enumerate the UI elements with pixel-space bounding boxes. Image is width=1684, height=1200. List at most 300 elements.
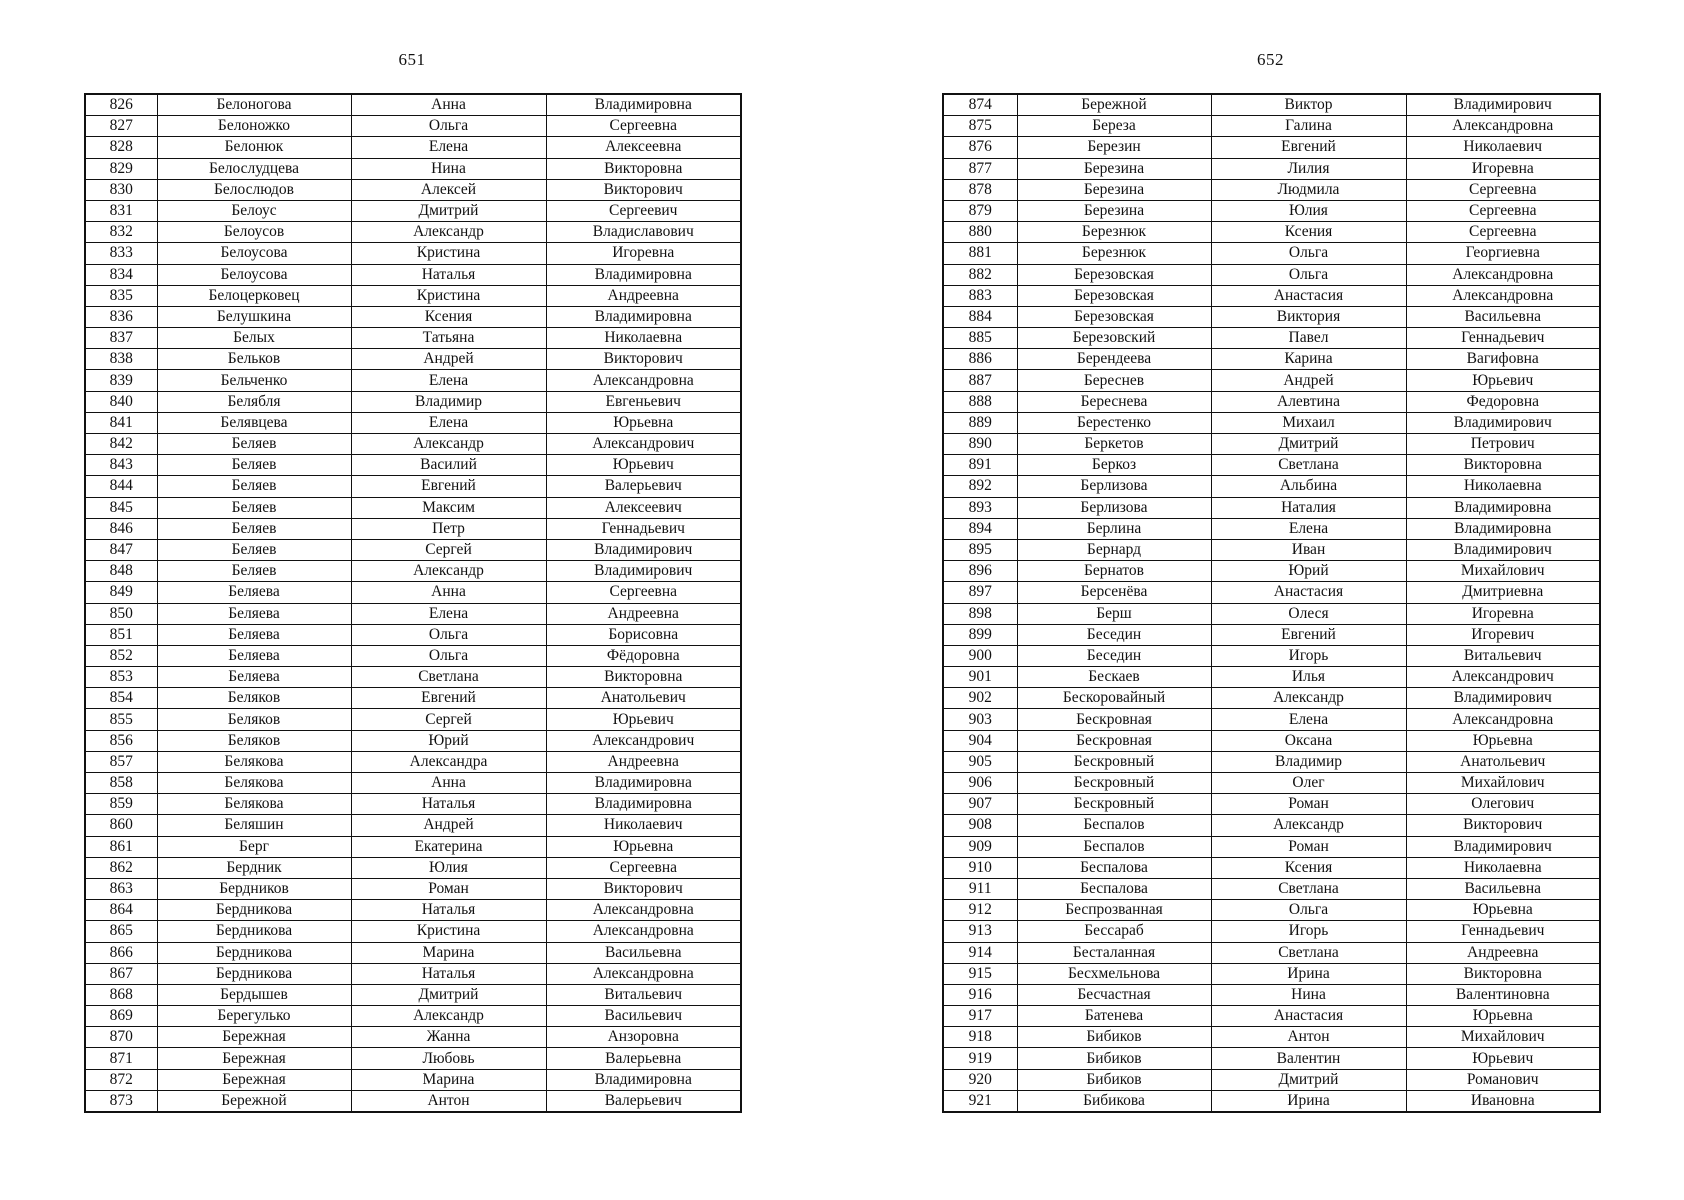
row-number-cell: 877 (943, 158, 1017, 179)
row-number-cell: 914 (943, 942, 1017, 963)
table-row (943, 137, 1600, 158)
surname-cell: Беспалова (1017, 878, 1211, 899)
table-row (85, 645, 741, 666)
patronymic-cell: Александровна (1406, 264, 1600, 285)
row-number-cell: 847 (85, 539, 157, 560)
table-row (85, 370, 741, 391)
table-row (943, 794, 1600, 815)
patronymic-cell: Евгеньевич (546, 391, 741, 412)
patronymic-cell: Владимировна (546, 264, 741, 285)
table-row (943, 518, 1600, 539)
surname-cell: Белоусова (157, 243, 351, 264)
first-name-cell: Андрей (351, 349, 546, 370)
patronymic-cell: Владимирович (546, 539, 741, 560)
row-number-cell: 845 (85, 497, 157, 518)
first-name-cell: Екатерина (351, 836, 546, 857)
first-name-cell: Наталья (351, 963, 546, 984)
patronymic-cell: Александровна (1406, 116, 1600, 137)
table-row (85, 709, 741, 730)
patronymic-cell: Сергеевна (1406, 179, 1600, 200)
row-number-cell: 905 (943, 751, 1017, 772)
row-number-cell: 883 (943, 285, 1017, 306)
table-row (943, 963, 1600, 984)
surname-cell: Бережная (157, 1048, 351, 1069)
row-number-cell: 856 (85, 730, 157, 751)
surname-cell: Батенева (1017, 1006, 1211, 1027)
table-row (943, 942, 1600, 963)
surname-cell: Береснева (1017, 391, 1211, 412)
patronymic-cell: Вагифовна (1406, 349, 1600, 370)
first-name-cell: Александр (1211, 688, 1406, 709)
surname-cell: Белякова (157, 751, 351, 772)
first-name-cell: Анастасия (1211, 1006, 1406, 1027)
first-name-cell: Кристина (351, 921, 546, 942)
first-name-cell: Ксения (351, 306, 546, 327)
surname-cell: Беспалова (1017, 857, 1211, 878)
surname-cell: Белоусов (157, 222, 351, 243)
first-name-cell: Нина (1211, 984, 1406, 1005)
row-number-cell: 895 (943, 539, 1017, 560)
row-number-cell: 901 (943, 667, 1017, 688)
row-number-cell: 830 (85, 179, 157, 200)
table-row (943, 751, 1600, 772)
row-number-cell: 921 (943, 1090, 1017, 1112)
table-row (943, 815, 1600, 836)
row-number-cell: 891 (943, 455, 1017, 476)
patronymic-cell: Фёдоровна (546, 645, 741, 666)
table-row (943, 900, 1600, 921)
patronymic-cell: Владимировна (546, 794, 741, 815)
first-name-cell: Анна (351, 94, 546, 116)
row-number-cell: 899 (943, 624, 1017, 645)
surname-cell: Березовская (1017, 285, 1211, 306)
patronymic-cell: Александрович (546, 730, 741, 751)
patronymic-cell: Викторовна (546, 667, 741, 688)
first-name-cell: Илья (1211, 667, 1406, 688)
patronymic-cell: Александровна (546, 963, 741, 984)
table-row (943, 878, 1600, 899)
patronymic-cell: Витальевич (546, 984, 741, 1005)
surname-cell: Белякова (157, 773, 351, 794)
row-number-cell: 852 (85, 645, 157, 666)
surname-cell: Бескоровайный (1017, 688, 1211, 709)
row-number-cell: 909 (943, 836, 1017, 857)
first-name-cell: Евгений (1211, 624, 1406, 645)
patronymic-cell: Анзоровна (546, 1027, 741, 1048)
row-number-cell: 913 (943, 921, 1017, 942)
surname-cell: Беляков (157, 688, 351, 709)
table-row (943, 1027, 1600, 1048)
first-name-cell: Ольга (1211, 243, 1406, 264)
patronymic-cell: Васильевич (546, 1006, 741, 1027)
first-name-cell: Анна (351, 582, 546, 603)
first-name-cell: Антон (1211, 1027, 1406, 1048)
row-number-cell: 920 (943, 1069, 1017, 1090)
first-name-cell: Елена (1211, 709, 1406, 730)
patronymic-cell: Викторович (546, 179, 741, 200)
patronymic-cell: Романович (1406, 1069, 1600, 1090)
patronymic-cell: Александровна (1406, 709, 1600, 730)
first-name-cell: Виктория (1211, 306, 1406, 327)
surname-cell: Беспалов (1017, 836, 1211, 857)
first-name-cell: Александр (351, 561, 546, 582)
table-row (85, 942, 741, 963)
table-row (943, 243, 1600, 264)
first-name-cell: Нина (351, 158, 546, 179)
surname-cell: Беляев (157, 434, 351, 455)
row-number-cell: 861 (85, 836, 157, 857)
patronymic-cell: Александровна (546, 370, 741, 391)
patronymic-cell: Сергеевна (546, 582, 741, 603)
surname-cell: Белонюк (157, 137, 351, 158)
first-name-cell: Кристина (351, 285, 546, 306)
table-row (85, 984, 741, 1005)
surname-cell: Беляева (157, 582, 351, 603)
row-number-cell: 831 (85, 200, 157, 221)
table-row (85, 349, 741, 370)
row-number-cell: 860 (85, 815, 157, 836)
surname-cell: Белоножко (157, 116, 351, 137)
table-row (85, 878, 741, 899)
patronymic-cell: Николаевна (1406, 476, 1600, 497)
patronymic-cell: Дмитриевна (1406, 582, 1600, 603)
table-row (85, 561, 741, 582)
row-number-cell: 916 (943, 984, 1017, 1005)
surname-cell: Беляев (157, 476, 351, 497)
patronymic-cell: Валерьевич (546, 476, 741, 497)
table-row (943, 1069, 1600, 1090)
first-name-cell: Дмитрий (351, 200, 546, 221)
patronymic-cell: Викторович (1406, 815, 1600, 836)
surname-cell: Беляков (157, 730, 351, 751)
first-name-cell: Галина (1211, 116, 1406, 137)
patronymic-cell: Андреевна (546, 285, 741, 306)
page-number: 651 (398, 50, 426, 69)
row-number-cell: 900 (943, 645, 1017, 666)
row-number-cell: 897 (943, 582, 1017, 603)
table-row (85, 773, 741, 794)
first-name-cell: Алексей (351, 179, 546, 200)
table-row (943, 773, 1600, 794)
row-number-cell: 884 (943, 306, 1017, 327)
first-name-cell: Евгений (1211, 137, 1406, 158)
patronymic-cell: Владимирович (1406, 539, 1600, 560)
table-row (85, 306, 741, 327)
surname-cell: Белых (157, 328, 351, 349)
first-name-cell: Василий (351, 455, 546, 476)
patronymic-cell: Витальевич (1406, 645, 1600, 666)
surname-cell: Бердникова (157, 921, 351, 942)
row-number-cell: 836 (85, 306, 157, 327)
patronymic-cell: Ивановна (1406, 1090, 1600, 1112)
first-name-cell: Евгений (351, 688, 546, 709)
row-number-cell: 886 (943, 349, 1017, 370)
surname-cell: Беляева (157, 645, 351, 666)
first-name-cell: Владимир (1211, 751, 1406, 772)
surname-cell: Белякова (157, 794, 351, 815)
patronymic-cell: Михайлович (1406, 1027, 1600, 1048)
patronymic-cell: Петрович (1406, 434, 1600, 455)
surname-cell: Беляева (157, 667, 351, 688)
row-number-cell: 840 (85, 391, 157, 412)
row-number-cell: 907 (943, 794, 1017, 815)
table-row (943, 306, 1600, 327)
first-name-cell: Александра (351, 751, 546, 772)
patronymic-cell: Сергеевич (546, 200, 741, 221)
surname-cell: Белослюдов (157, 179, 351, 200)
surname-cell: Белоцерковец (157, 285, 351, 306)
table-row (85, 1090, 741, 1112)
patronymic-cell: Юрьевич (546, 455, 741, 476)
row-number-cell: 835 (85, 285, 157, 306)
surname-cell: Березнюк (1017, 243, 1211, 264)
row-number-cell: 912 (943, 900, 1017, 921)
surname-cell: Белявцева (157, 412, 351, 433)
row-number-cell: 864 (85, 900, 157, 921)
surname-cell: Беляков (157, 709, 351, 730)
first-name-cell: Альбина (1211, 476, 1406, 497)
first-name-cell: Олеся (1211, 603, 1406, 624)
table-row (943, 921, 1600, 942)
surname-cell: Бердникова (157, 942, 351, 963)
first-name-cell: Ирина (1211, 1090, 1406, 1112)
surname-cell: Беляева (157, 624, 351, 645)
surname-cell: Бернатов (1017, 561, 1211, 582)
row-number-cell: 915 (943, 963, 1017, 984)
first-name-cell: Максим (351, 497, 546, 518)
row-number-cell: 851 (85, 624, 157, 645)
surname-cell: Бернард (1017, 539, 1211, 560)
table-row (943, 688, 1600, 709)
first-name-cell: Марина (351, 942, 546, 963)
row-number-cell: 857 (85, 751, 157, 772)
surname-cell: Бердников (157, 878, 351, 899)
surname-cell: Беседин (1017, 645, 1211, 666)
patronymic-cell: Геннадьевич (1406, 328, 1600, 349)
patronymic-cell: Васильевна (1406, 878, 1600, 899)
row-number-cell: 832 (85, 222, 157, 243)
row-number-cell: 917 (943, 1006, 1017, 1027)
table-row (943, 984, 1600, 1005)
first-name-cell: Дмитрий (1211, 1069, 1406, 1090)
table-row (85, 603, 741, 624)
table-row (85, 1027, 741, 1048)
table-row (943, 603, 1600, 624)
table-row (943, 1006, 1600, 1027)
row-number-cell: 904 (943, 730, 1017, 751)
first-name-cell: Ольга (351, 116, 546, 137)
first-name-cell: Евгений (351, 476, 546, 497)
row-number-cell: 849 (85, 582, 157, 603)
table-row (943, 328, 1600, 349)
patronymic-cell: Васильевна (546, 942, 741, 963)
surname-cell: Беляев (157, 561, 351, 582)
table-row (943, 836, 1600, 857)
patronymic-cell: Владиславович (546, 222, 741, 243)
row-number-cell: 866 (85, 942, 157, 963)
surname-cell: Бесчастная (1017, 984, 1211, 1005)
first-name-cell: Алевтина (1211, 391, 1406, 412)
row-number-cell: 875 (943, 116, 1017, 137)
first-name-cell: Жанна (351, 1027, 546, 1048)
first-name-cell: Павел (1211, 328, 1406, 349)
table-row (943, 645, 1600, 666)
patronymic-cell: Владимирович (1406, 94, 1600, 116)
patronymic-cell: Игоревна (546, 243, 741, 264)
first-name-cell: Виктор (1211, 94, 1406, 116)
row-number-cell: 894 (943, 518, 1017, 539)
first-name-cell: Юрий (351, 730, 546, 751)
patronymic-cell: Юрьевич (1406, 370, 1600, 391)
row-number-cell: 850 (85, 603, 157, 624)
first-name-cell: Наталья (351, 794, 546, 815)
row-number-cell: 834 (85, 264, 157, 285)
row-number-cell: 827 (85, 116, 157, 137)
surname-cell: Берг (157, 836, 351, 857)
first-name-cell: Марина (351, 1069, 546, 1090)
surname-cell: Белослудцева (157, 158, 351, 179)
table-row (85, 455, 741, 476)
first-name-cell: Иван (1211, 539, 1406, 560)
row-number-cell: 828 (85, 137, 157, 158)
row-number-cell: 898 (943, 603, 1017, 624)
names-table (84, 93, 742, 1113)
row-number-cell: 889 (943, 412, 1017, 433)
row-number-cell: 826 (85, 94, 157, 116)
first-name-cell: Ксения (1211, 222, 1406, 243)
patronymic-cell: Владимирович (546, 561, 741, 582)
first-name-cell: Антон (351, 1090, 546, 1112)
table-row (85, 1069, 741, 1090)
patronymic-cell: Владимировна (546, 306, 741, 327)
surname-cell: Бибиков (1017, 1048, 1211, 1069)
surname-cell: Бескровный (1017, 773, 1211, 794)
surname-cell: Беспалов (1017, 815, 1211, 836)
surname-cell: Белоусова (157, 264, 351, 285)
first-name-cell: Петр (351, 518, 546, 539)
patronymic-cell: Сергеевна (1406, 200, 1600, 221)
first-name-cell: Светлана (1211, 878, 1406, 899)
surname-cell: Бесталанная (1017, 942, 1211, 963)
table-row (943, 370, 1600, 391)
row-number-cell: 893 (943, 497, 1017, 518)
patronymic-cell: Николаевна (1406, 857, 1600, 878)
table-row (943, 1048, 1600, 1069)
first-name-cell: Наталия (1211, 497, 1406, 518)
first-name-cell: Михаил (1211, 412, 1406, 433)
patronymic-cell: Борисовна (546, 624, 741, 645)
patronymic-cell: Юрьевна (1406, 1006, 1600, 1027)
table-row (85, 94, 741, 116)
surname-cell: Белоногова (157, 94, 351, 116)
surname-cell: Беляев (157, 455, 351, 476)
surname-cell: Бердник (157, 857, 351, 878)
table-row (85, 836, 741, 857)
table-row (943, 561, 1600, 582)
first-name-cell: Ольга (351, 624, 546, 645)
first-name-cell: Наталья (351, 900, 546, 921)
patronymic-cell: Олегович (1406, 794, 1600, 815)
row-number-cell: 854 (85, 688, 157, 709)
table-row (943, 582, 1600, 603)
table-row (85, 582, 741, 603)
table-row (85, 963, 741, 984)
row-number-cell: 843 (85, 455, 157, 476)
row-number-cell: 890 (943, 434, 1017, 455)
surname-cell: Беляев (157, 539, 351, 560)
table-row (943, 412, 1600, 433)
patronymic-cell: Александровна (546, 900, 741, 921)
table-row (943, 391, 1600, 412)
patronymic-cell: Федоровна (1406, 391, 1600, 412)
table-row (943, 200, 1600, 221)
table-row (85, 857, 741, 878)
first-name-cell: Андрей (351, 815, 546, 836)
first-name-cell: Александр (351, 1006, 546, 1027)
table-row (85, 264, 741, 285)
first-name-cell: Светлана (1211, 455, 1406, 476)
patronymic-cell: Викторович (546, 349, 741, 370)
surname-cell: Белушкина (157, 306, 351, 327)
first-name-cell: Дмитрий (351, 984, 546, 1005)
surname-cell: Бережная (157, 1069, 351, 1090)
row-number-cell: 855 (85, 709, 157, 730)
row-number-cell: 848 (85, 561, 157, 582)
row-number-cell: 918 (943, 1027, 1017, 1048)
surname-cell: Бердникова (157, 963, 351, 984)
row-number-cell: 903 (943, 709, 1017, 730)
table-row (943, 455, 1600, 476)
surname-cell: Бельченко (157, 370, 351, 391)
table-row (85, 624, 741, 645)
patronymic-cell: Николаевич (1406, 137, 1600, 158)
surname-cell: Березовская (1017, 306, 1211, 327)
surname-cell: Березнюк (1017, 222, 1211, 243)
row-number-cell: 853 (85, 667, 157, 688)
surname-cell: Бережной (157, 1090, 351, 1112)
first-name-cell: Анна (351, 773, 546, 794)
table-row (85, 1048, 741, 1069)
patronymic-cell: Владимировна (546, 773, 741, 794)
patronymic-cell: Сергеевна (546, 116, 741, 137)
row-number-cell: 829 (85, 158, 157, 179)
first-name-cell: Карина (1211, 349, 1406, 370)
table-row (85, 1006, 741, 1027)
row-number-cell: 896 (943, 561, 1017, 582)
surname-cell: Бесхмельнова (1017, 963, 1211, 984)
row-number-cell: 839 (85, 370, 157, 391)
names-table (942, 93, 1601, 1113)
patronymic-cell: Александрович (1406, 667, 1600, 688)
patronymic-cell: Валентиновна (1406, 984, 1600, 1005)
first-name-cell: Татьяна (351, 328, 546, 349)
surname-cell: Бескровный (1017, 751, 1211, 772)
table-row (85, 751, 741, 772)
table-row (85, 179, 741, 200)
row-number-cell: 862 (85, 857, 157, 878)
patronymic-cell: Сергеевна (546, 857, 741, 878)
table-row (85, 476, 741, 497)
row-number-cell: 908 (943, 815, 1017, 836)
patronymic-cell: Михайлович (1406, 773, 1600, 794)
surname-cell: Берендеева (1017, 349, 1211, 370)
row-number-cell: 902 (943, 688, 1017, 709)
first-name-cell: Светлана (351, 667, 546, 688)
first-name-cell: Дмитрий (1211, 434, 1406, 455)
first-name-cell: Игорь (1211, 645, 1406, 666)
first-name-cell: Александр (351, 434, 546, 455)
patronymic-cell: Георгиевна (1406, 243, 1600, 264)
